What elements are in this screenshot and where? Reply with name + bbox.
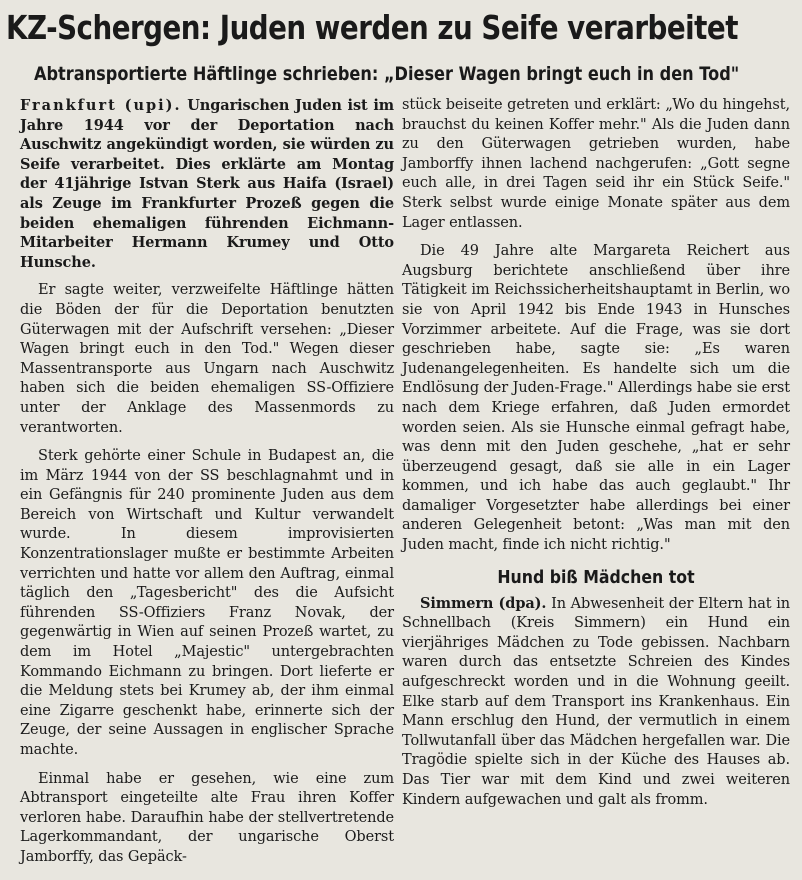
second-story-text: In Abwesenheit der Eltern hat in Schnellbach (Kreis Simmern) ein Hund ein vierjähriges Mädchen zu Tode gebissen. Nachbarn waren durch das entsetzte Schreien des Kindes aufgeschreckt worden und in die Wohnung geeilt. Elke starb auf dem Transport ins Krankenhaus. Ein Mann erschlug den Hund, der vermutlich in einem Tollwutanfall über das Mädchen hergefallen war. Die Tragödie spielte sich in der Küche des Hauses ab. Das Tier war mit dem Kind und zwei weiteren Kindern aufgewachen und galt als fromm.	[402, 595, 790, 808]
headline: KZ-Schergen: Juden werden zu Seife verarbeitet	[6, 8, 738, 47]
paragraph: Die 49 Jahre alte Margareta Reichert aus Augsburg berichtete anschließend über ihre Tätigkeit im Reichssicherheitshauptamt in Berlin, wo sie von April 1942 bis Ende 1943 in Hunsches Vorzimmer arbeitete. Auf die Frage, was sie dort geschrieben habe, sagte sie: „Es waren Judenangelegenheiten. Es handelte sich um die Endlösung der Juden-Frage." Allerdings habe sie erst nach dem Kriege erfahren, daß Juden ermordet worden seien. Als sie Hunsche einmal gefragt habe, was denn mit den Juden geschehe, „hat er sehr überzeugend gesagt, daß sie alle in ein Lager kommen, und ich habe das auch geglaubt." Ihr damaliger Vorgesetzter habe allerdings bei einer anderen Gelegenheit betont: „Was man mit den Juden macht, finde ich nicht richtig."	[402, 243, 790, 554]
paragraph: Sterk gehörte einer Schule in Budapest an, die im März 1944 von der SS beschlagnahmt und in ein Gefängnis für 240 prominente Juden aus dem Bereich von Wirtschaft und Kultur verwandelt wurde. In diesem improvisierten Konzentrationslager mußte er bestimmte Arbeiten verrichten und hatte vor allem den Auftrag, einmal täglich den „Tagesbericht" des die Aufsicht führenden SS-Offiziers Franz Novak, der gegenwärtig in Wien auf seinen Prozeß wartet, zu dem im Hotel „Majestic" untergebrachten Kommando Eichmann zu bringen. Dort lieferte er die Meldung stets bei Krumey ab, der ihm einmal eine Zigarre geschenkt habe, erinnerte sich der Zeuge, der seine Aussagen in englischer Sprache machte.	[20, 448, 394, 758]
paragraph: Er sagte weiter, verzweifelte Häftlinge hätten die Böden der für die Deportation benutzten Güterwagen mit der Aufschrift versehen: „Dieser Wagen bringt euch in den Tod." Wegen dieser Massentransporte aus Ungarn nach Auschwitz haben sich die beiden ehemaligen SS-Offiziere unter der Anklage des Massenmords zu verantworten.	[20, 282, 394, 436]
paragraph-continued: stück beiseite getreten und erklärt: „Wo du hingehst, brauchst du keinen Koffer mehr." Als die Juden dann zu den Güterwagen getrieben wurden, habe Jamborffy ihnen lachend nachgerufen: „Gott segne euch alle, in drei Tagen seid ihr ein Stück Seife." Sterk selbst wurde einige Monate später aus dem Lager entlassen.	[402, 97, 790, 231]
dateline: Frankfurt (upi).	[20, 97, 182, 114]
second-story-title: Hund biß Mädchen tot	[497, 567, 695, 588]
article-lead	[20, 96, 394, 272]
lead-text: Ungarischen Juden ist im Jahre 1944 vor der Deportation nach Auschwitz angekündigt worden, sie würden zu Seife verarbeitet. Dies erklärte am Montag der 41jährige Istvan Sterk aus Haifa (Israel) als Zeuge im Frankfurter Prozeß gegen die beiden ehemaligen führenden Eichmann-Mitarbeiter Hermann Krumey und Otto Hunsche.	[20, 97, 394, 271]
subheadline: Abtransportierte Häftlinge schrieben: „Dieser Wagen bringt euch in den Tod"	[34, 63, 740, 85]
second-story-dateline: Simmern (dpa).	[420, 594, 547, 612]
column-right	[402, 96, 790, 819]
second-story-body	[402, 594, 790, 811]
paragraph: Einmal habe er gesehen, wie eine zum Abtransport eingeteilte alte Frau ihren Koffer verloren habe. Daraufhin habe der stellvertretende Lagerkommandant, der ungarische Oberst Jamborffy, das Gepäck-	[20, 770, 394, 865]
column-left	[20, 96, 394, 877]
